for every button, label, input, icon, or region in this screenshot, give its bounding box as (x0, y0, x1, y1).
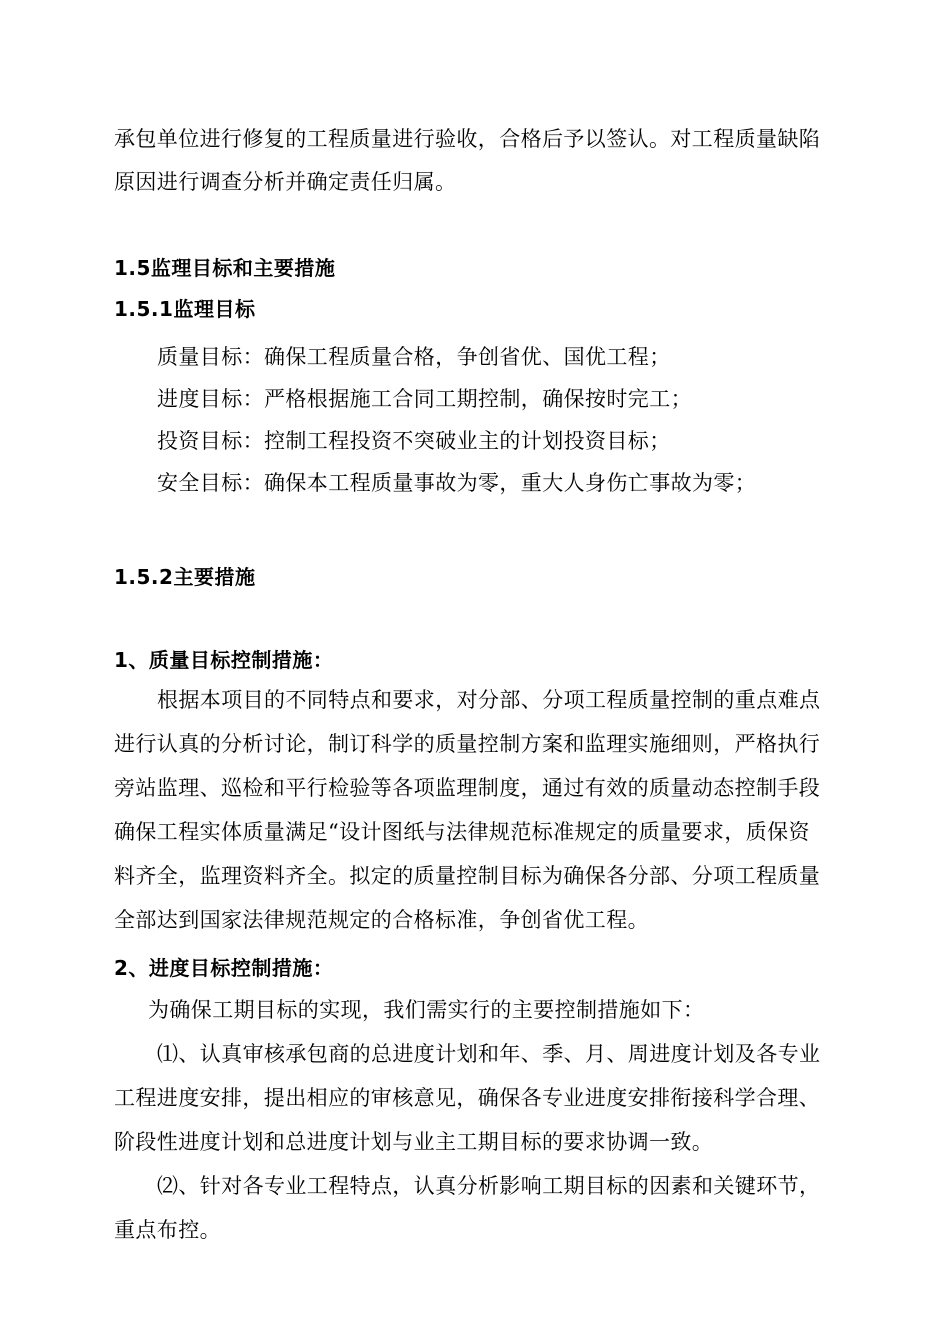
schedule-item-2-line: 重点布控。 (114, 1218, 221, 1242)
quality-paragraph-line: 旁站监理、巡检和平行检验等各项监理制度，通过有效的质量动态控制手段 (114, 776, 821, 800)
schedule-item-1-line: 阶段性进度计划和总进度计划与业主工期目标的要求协调一致。 (114, 1130, 714, 1154)
schedule-item-1-line: 工程进度安排，提出相应的审核意见，确保各专业进度安排衔接科学合理、 (114, 1086, 821, 1110)
goal-schedule: 进度目标：严格根据施工合同工期控制，确保按时完工； (157, 387, 692, 411)
section-heading-1-5-1: 1.5.1监理目标 (114, 297, 256, 321)
section-heading-1-5: 1.5监理目标和主要措施 (114, 256, 336, 280)
schedule-item-1-line: ⑴、认真审核承包商的总进度计划和年、季、月、周进度计划及各专业 (157, 1042, 821, 1066)
goal-investment: 投资目标：控制工程投资不突破业主的计划投资目标； (157, 429, 671, 453)
schedule-intro: 为确保工期目标的实现，我们需实行的主要控制措施如下： (148, 998, 705, 1022)
section-heading-1-5-2: 1.5.2主要措施 (114, 565, 256, 589)
quality-paragraph-line: 根据本项目的不同特点和要求，对分部、分项工程质量控制的重点难点 (157, 688, 821, 712)
intro-line-2: 原因进行调查分析并确定责任归属。 (114, 170, 457, 194)
intro-line-1: 承包单位进行修复的工程质量进行验收，合格后予以签认。对工程质量缺陷 (114, 127, 821, 151)
quality-measures-title: 1、质量目标控制措施： (114, 648, 334, 672)
schedule-measures-title: 2、进度目标控制措施： (114, 956, 334, 980)
quality-paragraph-line: 全部达到国家法律规范规定的合格标准，争创省优工程。 (114, 908, 649, 932)
quality-paragraph-line: 料齐全，监理资料齐全。拟定的质量控制目标为确保各分部、分项工程质量 (114, 864, 821, 888)
schedule-item-2-line: ⑵、针对各专业工程特点，认真分析影响工期目标的因素和关键环节， (157, 1174, 821, 1198)
quality-paragraph-line: 进行认真的分析讨论，制订科学的质量控制方案和监理实施细则，严格执行 (114, 732, 821, 756)
goal-safety: 安全目标：确保本工程质量事故为零，重大人身伤亡事故为零； (157, 471, 757, 495)
goal-quality: 质量目标：确保工程质量合格，争创省优、国优工程； (157, 345, 671, 369)
quality-paragraph-line: 确保工程实体质量满足“设计图纸与法律规范标准规定的质量要求，质保资 (114, 820, 810, 844)
